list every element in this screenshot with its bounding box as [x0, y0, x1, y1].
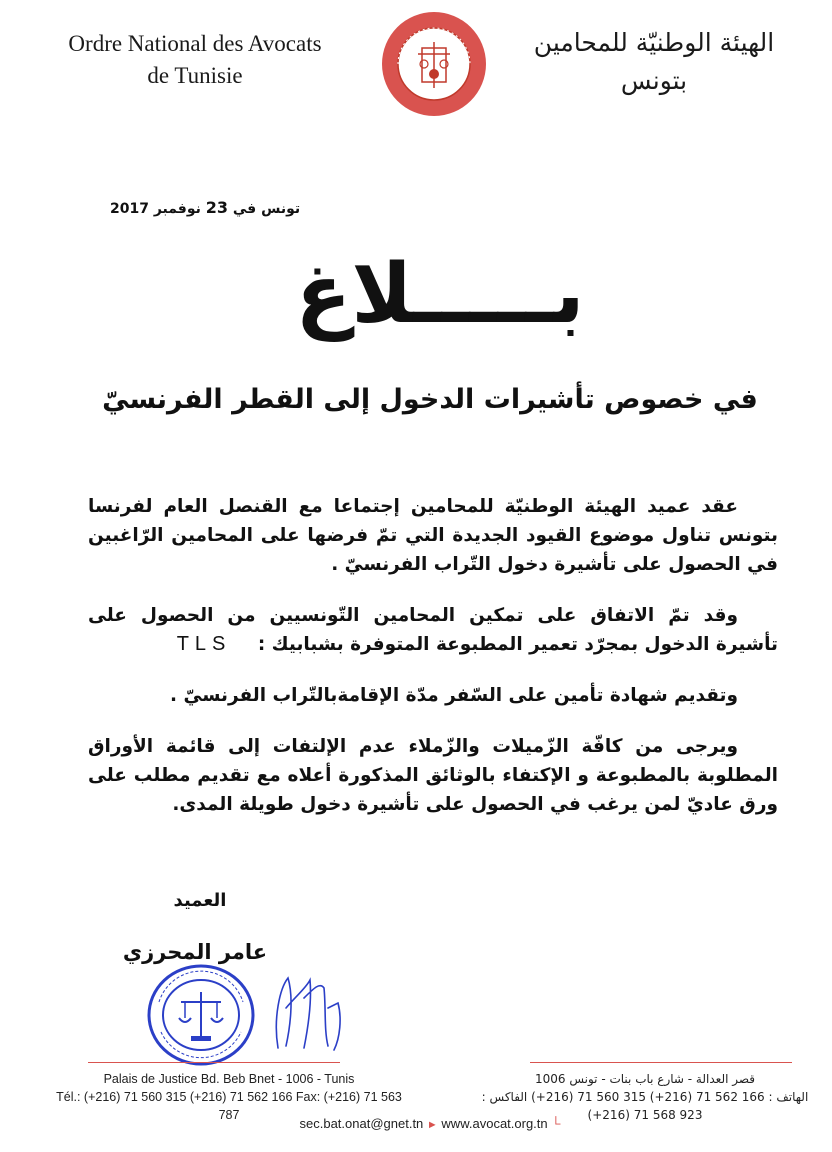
footer-arabic-phones: الهاتف : 166 562 71 (216+) 315 560 71 (216+) الفاكس : 923 568 71 (216+) [481, 1090, 809, 1122]
org-name-arabic-line2: بتونس [620, 66, 688, 95]
footer-email[interactable]: sec.bat.onat@gnet.tn [299, 1116, 424, 1131]
document-subject: في خصوص تأشيرات الدخول إلى القطر الفرنسيّ [102, 384, 758, 415]
footer-french-phones: Tél.: (+216) 71 560 315 (+216) 71 562 166 Fax: (+216) 71 563 787 [56, 1090, 402, 1122]
footer-website[interactable]: www.avocat.org.tn [441, 1116, 548, 1131]
org-name-arabic [504, 24, 804, 100]
date-day: 23 [205, 198, 228, 217]
paragraph-4: ويرجى من كافّة الزّميلات والزّملاء عدم الإلتفات إلى قائمة الأوراق المطلوبة بالمطبوعة و الإكتفاء بالوثائق المذكورة أعلاه مع تقديم مطلب على ورق عاديّ لمن يرغب في الحصول على تأشيرة دخول طويلة المدى. [88, 736, 778, 815]
footer-divider-right [530, 1062, 792, 1063]
date-prefix: تونس في [232, 201, 301, 217]
signatory-name: عامر المحرزي [122, 940, 268, 964]
paragraph-2-part2: تأشيرة الدخول بمجرّد تعمير المطبوعة المتوفرة بشبابيك : [257, 634, 778, 655]
paragraph-2 [88, 601, 778, 659]
corner-bracket-icon: └ [551, 1116, 561, 1131]
org-name-french-line2: de Tunisie [147, 63, 243, 88]
org-name-french-line1: Ordre National des Avocats [68, 31, 322, 56]
paragraph-3: وتقديم شهادة تأمين على السّفر مدّة الإقامةبالتّراب الفرنسيّ . [170, 685, 738, 706]
bar-association-logo [378, 8, 490, 120]
org-name-french [40, 28, 350, 92]
footer-contact [250, 1116, 610, 1131]
paragraph-2-part1: وقد تمّ الاتفاق على تمكين المحامين التّونسيين من الحصول على [88, 605, 738, 626]
paragraph-1: عقد عميد الهيئة الوطنيّة للمحامين إجتماعا مع القنصل العام لفرنسا بتونس تناول موضوع القيود الجديدة التي تمّ فرضها على المحامين الرّاغبين في الحصول على تأشيرة دخول التّراب الفرنسيّ . [88, 496, 778, 575]
handwritten-signature [258, 958, 358, 1058]
footer-french-address: Palais de Justice Bd. Beb Bnet - 1006 - Tunis [103, 1072, 355, 1086]
org-name-arabic-line1: الهيئة الوطنيّة للمحامين [533, 28, 775, 57]
signatory-title: العميد [173, 890, 227, 911]
tls-label: TLS [176, 633, 232, 655]
document-date [110, 198, 340, 217]
footer-arabic-address: قصر العدالة - شارع باب بنات - تونس 1006 [534, 1072, 756, 1086]
official-stamp [145, 962, 257, 1068]
date-month-year: نوفمبر 2017 [110, 201, 201, 217]
footer-divider-left [88, 1062, 340, 1063]
document-title: بـــــلاغ [295, 247, 585, 342]
arrow-right-icon: ► [426, 1119, 438, 1131]
document-body [88, 492, 778, 841]
